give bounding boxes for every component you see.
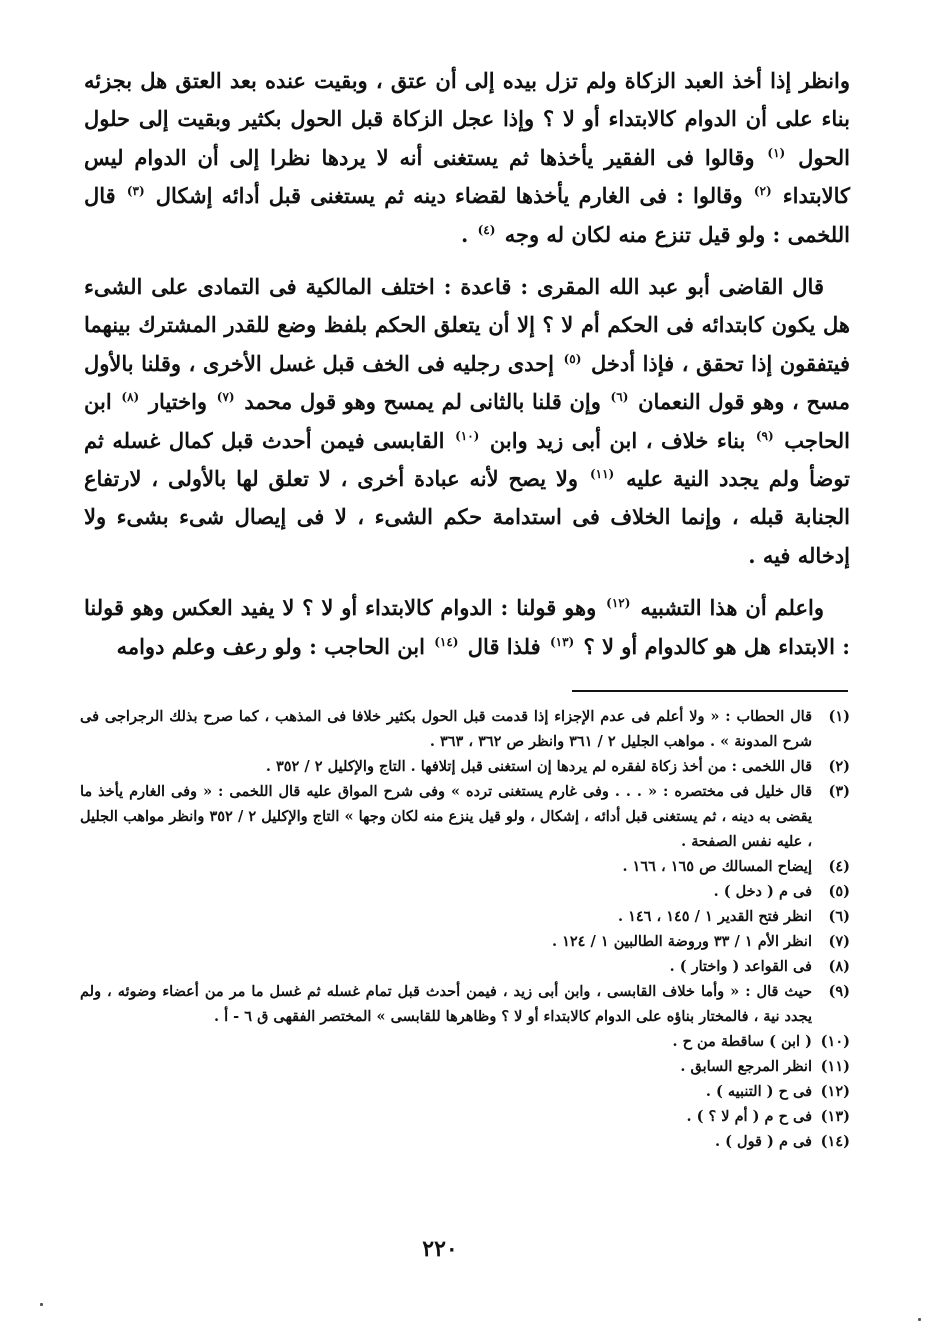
footnote-item — [80, 879, 850, 904]
footnote-text: انظر فتح القدير ١ / ١٤٥ ، ١٤٦ . — [617, 908, 812, 925]
text-run: وانظر إذا أخذ العبد الزكاة ولم تزل بيده إلى أن عتق ، وبقيت عنده بعد العتق هل بجزئه بناء على أن الدوام كالابتداء أو لا ؟ وإذا عجل الزكاة قبل الحول بكثير وبقيت إلى حلول الحول — [84, 68, 850, 170]
main-text — [84, 62, 850, 680]
footnote-text: فى ح م ( أم لا ؟ ) . — [686, 1108, 812, 1125]
text-run: ابن الحاجب — [84, 389, 851, 453]
footnote-item — [80, 1029, 850, 1054]
footnote-text: فى م ( دخل ) . — [713, 883, 812, 900]
footnote-number: (١٢) — [820, 1083, 850, 1100]
footnote-text: إيضاح المسالك ص ١٦٥ ، ١٦٦ . — [622, 858, 812, 875]
footnote-text: انظر الأم ١ / ٣٣ وروضة الطالبين ١ / ١٢٤ . — [551, 933, 812, 950]
footnote-ref[interactable]: (١٠) — [455, 428, 480, 443]
footnote-ref[interactable]: (١) — [767, 145, 786, 160]
paragraph-2 — [84, 268, 850, 575]
footnote-number: (١) — [828, 708, 850, 725]
footnote-text: قال خليل فى مختصره : « . . . وفى غارم يستغنى ترده » وفى شرح المواق عليه قال اللخمى : « وفى الغارم يأخذ ما يقضى به دينه ، ثم يستغنى قبل أدائه ، إشكال ، ولو قيل ينزع منه لكان وجها » التاج والإكليل ٢ / ٣٥٢ وانظر مواهب الجليل ، عليه نفس الصفحة . — [80, 783, 812, 850]
footnote-text: قال الحطاب : « ولا أعلم فى عدم الإجزاء إذا قدمت قبل الحول بكثير خلافا فى المذهب ، كما صرح بذلك الرجراجى فى شرح المدونة » . مواهب الجليل ٢ / ٣٦١ وانظر ص ٣٦٢ ، ٣٦٣ . — [80, 708, 812, 750]
footnote-number: (٣) — [828, 783, 850, 800]
footnote-ref[interactable]: (١٤) — [434, 634, 459, 649]
footnote-text: فى ح ( التنبيه ) . — [705, 1083, 812, 1100]
footnote-number: (١٣) — [820, 1108, 850, 1125]
text-run: قال القاضى أبو عبد الله المقرى : قاعدة : اختلف المالكية فى التمادى على الشىء هل يكون كابتدائه فى الحكم أم لا ؟ إلا أن يتعلق الحكم بلفظ وضع للقدر المشترك بينهما فيتفقون إذا تحقق ، فإذا أدخل — [84, 274, 850, 376]
footnote-number: (٧) — [828, 933, 850, 950]
footnote-item — [80, 704, 850, 754]
footnote-number: (١٠) — [820, 1033, 850, 1050]
footnote-item — [80, 854, 850, 879]
footnote-text: حيث قال : « وأما خلاف القابسى ، وابن أبى زيد ، فيمن أحدث قبل تمام غسله ثم غسل ما مر من أعضاء وضوئه ، ولم يجدد نية ، فالمختار بناؤه على الدوام كالابتداء أو لا ؟ وظاهرها للقابسى » المختصر الفقهى ق ٦ - أ . — [80, 983, 812, 1025]
footnote-number: (٥) — [828, 883, 850, 900]
footnote-ref[interactable]: (٤) — [477, 222, 496, 237]
text-run: وقالوا : فى الغارم يأخذها لقضاء دينه ثم يستغنى قبل أدائه إشكال — [155, 183, 743, 209]
paragraph-1 — [84, 62, 850, 254]
footnote-ref[interactable]: (٧) — [216, 390, 235, 405]
footnote-ref[interactable]: (٢) — [753, 184, 772, 199]
footnote-ref[interactable]: (١١) — [589, 467, 615, 482]
text-run: القابسى فيمن أحدث قبل كمال غسله ثم توضأ ولم يجدد النية عليه — [84, 427, 851, 492]
footnote-item — [80, 1054, 850, 1079]
footnote-item — [80, 754, 850, 779]
text-run: إحدى رجليه فى الخف قبل غسل الأخرى ، وقلنا بالأول مسح ، وهو قول النعمان — [84, 350, 851, 415]
footnote-number: (٢) — [828, 758, 850, 775]
scan-speck — [40, 1303, 43, 1306]
footnote-item — [80, 954, 850, 979]
footnote-text: فى م ( قول ) . — [715, 1133, 812, 1150]
footnote-item — [80, 779, 850, 854]
footnote-number: (١١) — [820, 1058, 850, 1075]
footnote-item — [80, 1079, 850, 1104]
footnote-item — [80, 1104, 850, 1129]
text-run: قال اللخمى : ولو قيل تنزع منه لكان له وجه — [84, 183, 850, 247]
footnote-item — [80, 929, 850, 954]
footnote-number: (١٤) — [820, 1133, 850, 1150]
footnote-item — [80, 979, 850, 1029]
footnote-text: ( ابن ) ساقطة من ح . — [672, 1033, 812, 1050]
footnote-number: (٨) — [828, 958, 850, 975]
footnote-item — [80, 904, 850, 929]
footnote-text: فى القواعد ( واختار ) . — [669, 958, 812, 975]
footnote-text: انظر المرجع السابق . — [680, 1058, 812, 1075]
footnote-ref[interactable]: (١٣) — [549, 634, 575, 649]
footnotes — [80, 704, 850, 1154]
text-run: وقالوا فى الفقير يأخذها ثم يستغنى أنه لا يردها نظرا إلى أن الدوام ليس كالابتداء — [84, 144, 851, 209]
text-run: . — [460, 221, 469, 247]
footnote-ref[interactable]: (٦) — [610, 390, 629, 405]
text-run: ولا يصح لأنه عبادة أخرى ، لا تعلق لها بالأولى ، لارتفاع الجنابة قبله ، وإنما الخلاف فى استدامة حكم الشىء ، لا فى إيصال شىء بشىء ولا إدخاله فيه . — [84, 466, 850, 568]
footnote-ref[interactable]: (٥) — [563, 351, 582, 366]
text-run: وإن قلنا بالثانى لم يمسح وهو قول محمد — [244, 389, 601, 415]
footnote-ref[interactable]: (١٢) — [606, 596, 631, 611]
footnote-number: (٦) — [828, 908, 850, 925]
paragraph-3 — [84, 589, 850, 666]
text-run: واعلم أن هذا التشبيه — [640, 595, 825, 621]
page-number: ٢٢٠ — [422, 1236, 458, 1262]
text-run: بناء خلاف ، ابن أبى زيد وابن — [489, 427, 746, 453]
footnote-ref[interactable]: (٨) — [121, 390, 140, 405]
footnote-number: (٩) — [828, 983, 850, 1000]
text-run: واختيار — [148, 389, 208, 415]
footnote-ref[interactable]: (٩) — [755, 428, 774, 443]
text-run: ابن الحاجب : ولو رعف وعلم دوامه — [116, 633, 425, 659]
footnote-item — [80, 1129, 850, 1154]
footnote-number: (٤) — [828, 858, 850, 875]
footnote-text: قال اللخمى : من أخذ زكاة لفقره لم يردها إن استغنى قبل إتلافها . التاج والإكليل ٢ / ٣٥٢ . — [265, 758, 812, 775]
scan-speck — [918, 1318, 921, 1321]
footnote-separator — [572, 690, 848, 692]
text-run: وهو قولنا : الدوام كالابتداء أو لا ؟ لا يفيد العكس وهو قولنا : الابتداء هل هو كالدوام أو لا ؟ — [84, 595, 850, 659]
text-run: فلذا قال — [467, 633, 541, 659]
footnote-ref[interactable]: (٣) — [126, 184, 145, 199]
